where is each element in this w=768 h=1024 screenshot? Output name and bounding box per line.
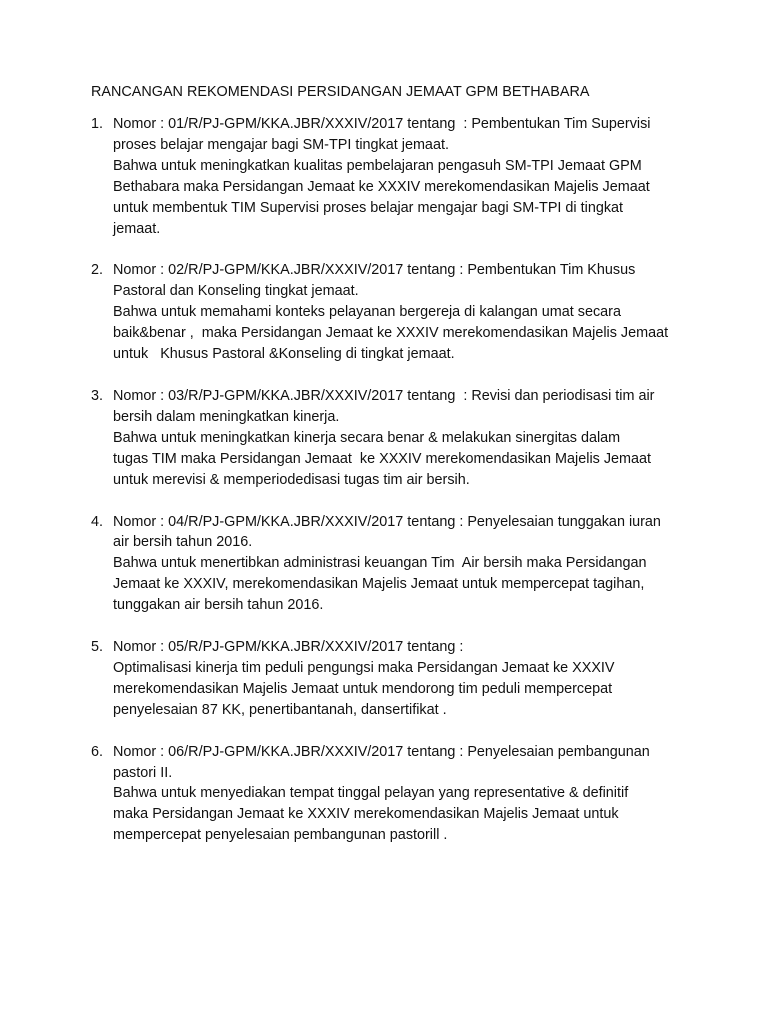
item-text-line: Bahwa untuk menyediakan tempat tinggal pelayan yang representative & definitif [113, 785, 629, 802]
document-title: RANCANGAN REKOMENDASI PERSIDANGAN JEMAAT GPM BETHABARA [91, 84, 590, 100]
item-text-line: maka Persidangan Jemaat ke XXXIV merekomendasikan Majelis Jemaat untuk [113, 806, 619, 823]
item-text-line: Nomor : 05/R/PJ-GPM/KKA.JBR/XXXIV/2017 tentang : [113, 639, 464, 656]
item-text-line: baik&benar , maka Persidangan Jemaat ke XXXIV merekomendasikan Majelis Jemaat [113, 325, 669, 342]
item-text-line: Nomor : 03/R/PJ-GPM/KKA.JBR/XXXIV/2017 tentang : Revisi dan periodisasi tim air [113, 387, 655, 404]
list-item [91, 114, 691, 239]
list-item [91, 386, 691, 491]
recommendation-list [91, 114, 691, 867]
item-text-line: Nomor : 01/R/PJ-GPM/KKA.JBR/XXXIV/2017 tentang : Pembentukan Tim Supervisi [113, 116, 651, 132]
item-text-line: bersih dalam meningkatkan kinerja. [113, 408, 340, 425]
list-item-number: 3. [91, 387, 104, 404]
list-item-number: 4. [91, 513, 104, 530]
list-item-number: 5. [91, 639, 104, 656]
item-text-line: Nomor : 02/R/PJ-GPM/KKA.JBR/XXXIV/2017 tentang : Pembentukan Tim Khusus [113, 262, 636, 279]
list-item-number: 1. [91, 116, 104, 132]
item-text-line: tunggakan air bersih tahun 2016. [113, 597, 324, 614]
list-item [91, 260, 691, 365]
list-item [91, 742, 691, 847]
list-item [91, 637, 691, 721]
item-text-line: Bahwa untuk meningkatkan kinerja secara benar & melakukan sinergitas dalam [113, 429, 621, 446]
item-text-line: Pastoral dan Konseling tingkat jemaat. [113, 283, 359, 300]
item-text-line: penyelesaian 87 KK, penertibantanah, dansertifikat . [113, 701, 447, 718]
list-item-number: 2. [91, 262, 104, 279]
item-text-line: merekomendasikan Majelis Jemaat untuk mendorong tim peduli mempercepat [113, 680, 613, 697]
item-text-line: Bahwa untuk meningkatkan kualitas pembelajaran pengasuh SM-TPI Jemaat GPM [113, 157, 642, 174]
item-text-line: Jemaat ke XXXIV, merekomendasikan Majelis Jemaat untuk mempercepat tagihan, [113, 576, 645, 593]
item-text-line: pastori II. [113, 764, 173, 781]
item-text-line: Nomor : 06/R/PJ-GPM/KKA.JBR/XXXIV/2017 tentang : Penyelesaian pembangunan [113, 743, 650, 760]
item-text-line: Bahwa untuk menertibkan administrasi keuangan Tim Air bersih maka Persidangan [113, 555, 647, 572]
item-text-line: tugas TIM maka Persidangan Jemaat ke XXXIV merekomendasikan Majelis Jemaat [113, 450, 652, 467]
item-text-line: proses belajar mengajar bagi SM-TPI tingkat jemaat. [113, 136, 449, 153]
item-text-line: Bethabara maka Persidangan Jemaat ke XXXIV merekomendasikan Majelis Jemaat [113, 178, 650, 195]
list-item [91, 512, 691, 617]
item-text-line: air bersih tahun 2016. [113, 534, 253, 551]
item-text-line: untuk Khusus Pastoral &Konseling di tingkat jemaat. [113, 346, 455, 363]
item-text-line: jemaat. [113, 220, 161, 237]
list-item-number: 6. [91, 743, 104, 760]
item-text-line: Nomor : 04/R/PJ-GPM/KKA.JBR/XXXIV/2017 tentang : Penyelesaian tunggakan iuran [113, 513, 661, 530]
item-text-line: untuk membentuk TIM Supervisi proses belajar mengajar bagi SM-TPI di tingkat [113, 199, 624, 216]
item-text-line: Optimalisasi kinerja tim peduli pengungsi maka Persidangan Jemaat ke XXXIV [113, 659, 615, 676]
item-text-line: Bahwa untuk memahami konteks pelayanan bergereja di kalangan umat secara [113, 304, 621, 321]
item-text-line: mempercepat penyelesaian pembangunan pastorill . [113, 827, 448, 844]
item-text-line: untuk merevisi & memperiodedisasi tugas tim air bersih. [113, 471, 470, 488]
